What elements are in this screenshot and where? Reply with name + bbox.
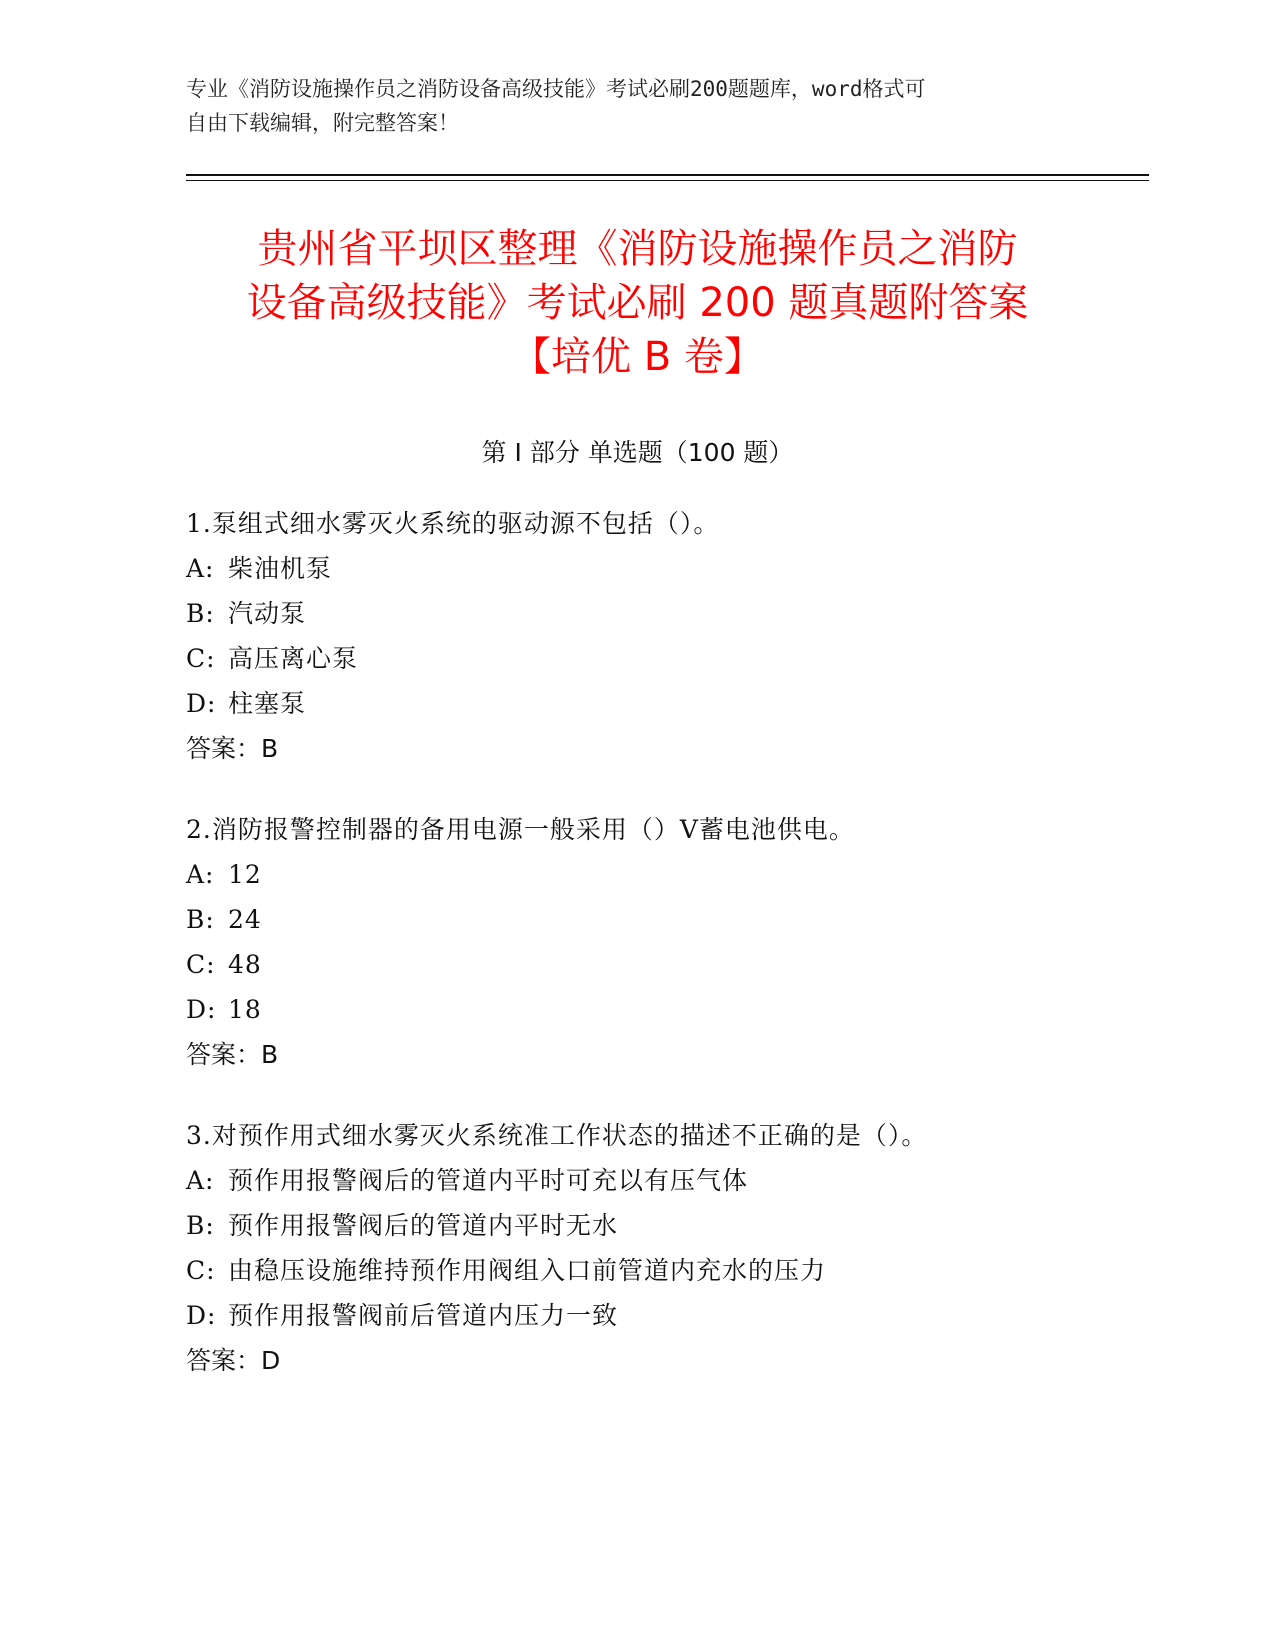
option-text: 柱塞泵 (228, 689, 307, 718)
header-divider-thick (186, 174, 1149, 176)
option-d (186, 1293, 1086, 1338)
option-b (186, 591, 1086, 636)
option-d (186, 987, 1086, 1032)
question-stem: 3.对预作用式细水雾灭火系统准工作状态的描述不正确的是（）。 (186, 1121, 928, 1150)
header-note (186, 72, 1066, 140)
answer-line: 答案：B (186, 734, 279, 763)
option-b (186, 897, 1086, 942)
option-a (186, 852, 1086, 897)
option-a (186, 546, 1086, 591)
option-text: 18 (228, 995, 262, 1024)
option-letter: A: (186, 1166, 215, 1195)
option-a (186, 1158, 1086, 1203)
option-letter: B: (186, 599, 215, 628)
option-letter: A: (186, 860, 215, 889)
option-letter: D: (186, 689, 217, 718)
option-letter: C: (186, 950, 216, 979)
header-divider-thin (186, 180, 1149, 181)
option-letter: C: (186, 644, 216, 673)
option-text: 预作用报警阀后的管道内平时无水 (228, 1211, 619, 1240)
option-text: 预作用报警阀前后管道内压力一致 (228, 1301, 619, 1330)
page-title-line-2: 设备高级技能》考试必刷 200 题真题附答案 (246, 280, 1029, 326)
section-title: 第 I 部分 单选题（100 题） (481, 438, 794, 467)
option-c (186, 1248, 1086, 1293)
option-text: 高压离心泵 (228, 644, 359, 673)
option-letter: C: (186, 1256, 216, 1285)
option-text: 48 (228, 950, 262, 979)
page-title-line-1: 贵州省平坝区整理《消防设施操作员之消防 (257, 226, 1018, 272)
page-title (186, 222, 1089, 384)
answer-line: 答案：B (186, 1040, 279, 1069)
option-text: 12 (228, 860, 262, 889)
page-title-line-3: 【培优 B 卷】 (511, 334, 764, 380)
option-text: 预作用报警阀后的管道内平时可充以有压气体 (228, 1166, 749, 1195)
answer-line: 答案：D (186, 1346, 281, 1375)
option-letter: A: (186, 554, 215, 583)
option-text: 柴油机泵 (228, 554, 333, 583)
option-text: 由稳压设施维持预作用阀组入口前管道内充水的压力 (228, 1256, 827, 1285)
option-letter: D: (186, 995, 217, 1024)
option-b (186, 1203, 1086, 1248)
option-text: 24 (228, 905, 262, 934)
option-letter: D: (186, 1301, 217, 1330)
option-letter: B: (186, 905, 215, 934)
option-text: 汽动泵 (228, 599, 307, 628)
header-note-line-2: 自由下载编辑，附完整答案！ (186, 111, 459, 135)
option-d (186, 681, 1086, 726)
option-c (186, 942, 1086, 987)
question-1 (186, 501, 1086, 771)
question-2 (186, 807, 1086, 1077)
question-stem: 1.泵组式细水雾灭火系统的驱动源不包括（）。 (186, 509, 720, 538)
option-letter: B: (186, 1211, 215, 1240)
header-note-line-1: 专业《消防设施操作员之消防设备高级技能》考试必刷200题题库，word格式可 (186, 77, 926, 101)
question-3 (186, 1113, 1086, 1383)
option-c (186, 636, 1086, 681)
question-stem: 2.消防报警控制器的备用电源一般采用（）V蓄电池供电。 (186, 815, 855, 844)
